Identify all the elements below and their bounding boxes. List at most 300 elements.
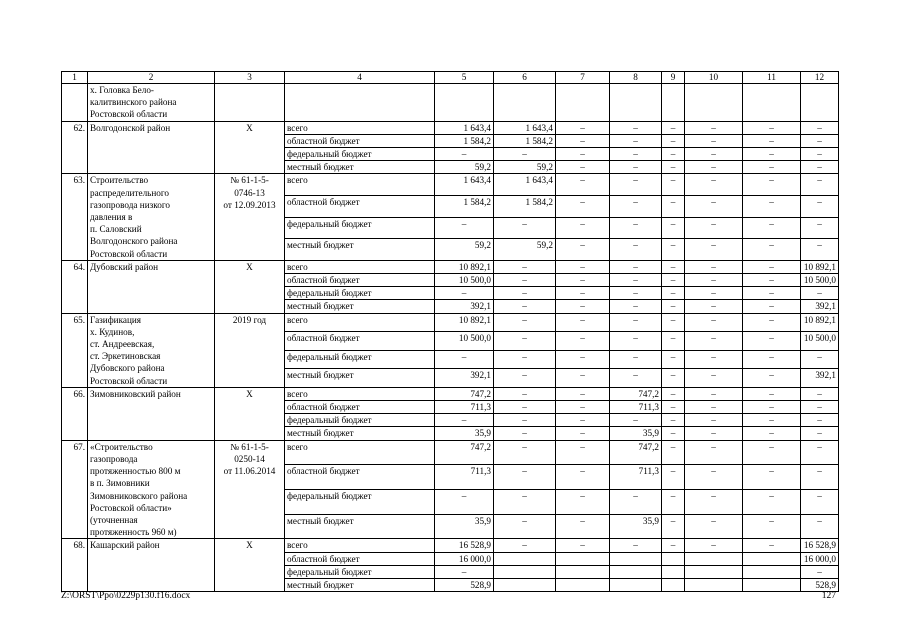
value-cell: – <box>685 539 743 552</box>
budget-source: федеральный бюджет <box>285 414 435 427</box>
value-cell: – <box>743 260 801 273</box>
value-cell: – <box>801 287 839 300</box>
text-line: Ростовской области <box>90 248 168 259</box>
value-cell: 392,1 <box>801 300 839 313</box>
value-cell: – <box>801 490 839 515</box>
value-cell: 16 528,9 <box>435 539 494 552</box>
value-cell: – <box>556 401 610 414</box>
page-number: 127 <box>821 591 836 601</box>
empty-cell <box>494 84 556 122</box>
value-cell: – <box>662 121 685 134</box>
value-cell <box>610 552 662 565</box>
value-cell: – <box>494 350 556 369</box>
value-cell: – <box>662 239 685 261</box>
value-cell: 35,9 <box>435 427 494 440</box>
value-cell: – <box>610 369 662 388</box>
value-cell: – <box>743 239 801 261</box>
value-cell: 1 643,4 <box>494 174 556 196</box>
text-line: протяженностью 800 м <box>90 466 181 477</box>
budget-table <box>61 71 839 592</box>
object-name: Волгодонской район <box>88 121 215 174</box>
header-cell: 2 <box>88 72 215 84</box>
value-cell: – <box>685 465 743 490</box>
value-cell: – <box>743 401 801 414</box>
budget-source: областной бюджет <box>285 274 435 287</box>
value-cell: – <box>801 414 839 427</box>
value-cell: 10 892,1 <box>435 313 494 332</box>
value-cell: – <box>610 313 662 332</box>
value-cell: – <box>610 161 662 174</box>
value-cell: – <box>435 414 494 427</box>
table-row <box>62 313 839 332</box>
value-cell: – <box>743 174 801 196</box>
text-line: от 12.09.2013 <box>223 199 276 210</box>
value-cell: – <box>685 260 743 273</box>
value-cell: – <box>556 313 610 332</box>
value-cell: – <box>662 161 685 174</box>
value-cell: – <box>494 369 556 388</box>
value-cell: – <box>435 350 494 369</box>
row-number: 66. <box>62 387 88 440</box>
budget-source: областной бюджет <box>285 134 435 147</box>
value-cell <box>494 578 556 591</box>
row-number: 62. <box>62 121 88 174</box>
header-cell: 3 <box>215 72 285 84</box>
text-line: Ростовской области» <box>90 502 172 513</box>
empty-cell <box>685 84 743 122</box>
value-cell: – <box>494 274 556 287</box>
empty-cell <box>285 84 435 122</box>
value-cell: – <box>662 217 685 239</box>
value-cell: – <box>435 287 494 300</box>
text-line: Ростовской области <box>90 109 168 120</box>
value-cell: – <box>685 350 743 369</box>
value-cell: – <box>494 401 556 414</box>
value-cell: – <box>610 217 662 239</box>
text-line: № 61-1-5- <box>230 175 269 186</box>
value-cell: 1 643,4 <box>494 121 556 134</box>
value-cell: – <box>801 514 839 539</box>
value-cell: 711,3 <box>435 465 494 490</box>
row-number: 65. <box>62 313 88 387</box>
value-cell: – <box>556 274 610 287</box>
text-line: «Строительство <box>90 441 153 452</box>
empty-cell <box>610 84 662 122</box>
budget-source: местный бюджет <box>285 161 435 174</box>
value-cell: – <box>662 465 685 490</box>
text-line: п. Саловский <box>90 224 142 235</box>
value-cell: – <box>662 300 685 313</box>
doc-reference: Х <box>215 260 285 313</box>
value-cell: – <box>556 427 610 440</box>
value-cell: – <box>685 148 743 161</box>
table-body <box>62 72 839 592</box>
value-cell: – <box>610 287 662 300</box>
value-cell: 747,2 <box>435 440 494 465</box>
value-cell <box>685 565 743 578</box>
budget-source: федеральный бюджет <box>285 350 435 369</box>
value-cell: – <box>685 427 743 440</box>
value-cell: – <box>685 414 743 427</box>
value-cell: 392,1 <box>801 369 839 388</box>
value-cell: – <box>801 350 839 369</box>
text-line: распределительного <box>90 187 169 198</box>
value-cell: – <box>743 196 801 218</box>
value-cell: – <box>494 514 556 539</box>
value-cell: – <box>685 440 743 465</box>
value-cell: 711,3 <box>610 465 662 490</box>
value-cell: – <box>494 465 556 490</box>
value-cell: – <box>743 161 801 174</box>
value-cell: – <box>494 313 556 332</box>
object-name <box>88 440 215 539</box>
header-cell: 10 <box>685 72 743 84</box>
text-line: Дубовского района <box>90 363 165 374</box>
text-line: Ростовской области <box>90 375 168 386</box>
value-cell: – <box>743 217 801 239</box>
budget-source: областной бюджет <box>285 401 435 414</box>
value-cell: – <box>556 217 610 239</box>
value-cell: – <box>556 387 610 400</box>
header-row <box>62 72 839 84</box>
value-cell: 1 584,2 <box>435 196 494 218</box>
value-cell: – <box>556 539 610 552</box>
value-cell: – <box>610 174 662 196</box>
text-line: 0250-14 <box>234 453 265 464</box>
value-cell: – <box>743 440 801 465</box>
value-cell: – <box>610 274 662 287</box>
value-cell: – <box>685 514 743 539</box>
budget-source: местный бюджет <box>285 369 435 388</box>
value-cell: 392,1 <box>435 300 494 313</box>
budget-source: федеральный бюджет <box>285 287 435 300</box>
value-cell: – <box>685 300 743 313</box>
budget-source: областной бюджет <box>285 465 435 490</box>
row-number: 67. <box>62 440 88 539</box>
text-line: в п. Зимовники <box>90 478 150 489</box>
value-cell: – <box>662 287 685 300</box>
value-cell: – <box>801 565 839 578</box>
value-cell: – <box>743 274 801 287</box>
value-cell: 10 892,1 <box>801 260 839 273</box>
value-cell: – <box>610 414 662 427</box>
value-cell <box>494 552 556 565</box>
empty-cell <box>743 84 801 122</box>
table-row <box>62 440 839 465</box>
value-cell: – <box>743 427 801 440</box>
budget-source: всего <box>285 260 435 273</box>
value-cell: – <box>435 217 494 239</box>
value-cell <box>743 565 801 578</box>
value-cell: – <box>685 287 743 300</box>
value-cell: – <box>556 465 610 490</box>
value-cell: – <box>435 565 494 578</box>
value-cell: – <box>556 332 610 351</box>
value-cell: – <box>801 134 839 147</box>
header-cell: 4 <box>285 72 435 84</box>
doc-reference: Х <box>215 387 285 440</box>
value-cell: 35,9 <box>435 514 494 539</box>
num-cell <box>62 84 88 122</box>
value-cell: 10 500,0 <box>801 274 839 287</box>
value-cell: – <box>494 414 556 427</box>
value-cell: – <box>435 490 494 515</box>
value-cell: – <box>685 121 743 134</box>
value-cell: – <box>801 465 839 490</box>
value-cell: – <box>556 300 610 313</box>
value-cell: – <box>685 274 743 287</box>
text-line: от 11.06.2014 <box>223 466 276 477</box>
budget-source: областной бюджет <box>285 552 435 565</box>
value-cell: 35,9 <box>610 427 662 440</box>
value-cell: – <box>743 332 801 351</box>
value-cell: – <box>662 490 685 515</box>
object-name: Кашарский район <box>88 539 215 592</box>
value-cell: – <box>743 148 801 161</box>
value-cell: – <box>743 369 801 388</box>
value-cell: – <box>685 313 743 332</box>
value-cell <box>556 578 610 591</box>
value-cell: – <box>743 300 801 313</box>
header-cell: 8 <box>610 72 662 84</box>
text-line: протяженность 960 м) <box>90 527 177 538</box>
value-cell: – <box>743 350 801 369</box>
value-cell <box>610 565 662 578</box>
row-number: 63. <box>62 174 88 260</box>
value-cell: – <box>662 174 685 196</box>
budget-source: всего <box>285 313 435 332</box>
object-name <box>88 174 215 260</box>
table-row <box>62 174 839 196</box>
text-line: Газификация <box>90 314 142 325</box>
value-cell: 10 500,0 <box>435 332 494 351</box>
value-cell: – <box>801 427 839 440</box>
value-cell: 1 643,4 <box>435 174 494 196</box>
header-cell: 12 <box>801 72 839 84</box>
value-cell: – <box>610 332 662 351</box>
object-name <box>88 313 215 387</box>
budget-source: всего <box>285 121 435 134</box>
value-cell: 10 500,0 <box>801 332 839 351</box>
doc-reference: Х <box>215 121 285 174</box>
value-cell: – <box>801 387 839 400</box>
value-cell: 747,2 <box>610 440 662 465</box>
header-cell: 6 <box>494 72 556 84</box>
value-cell <box>556 565 610 578</box>
value-cell: – <box>610 300 662 313</box>
value-cell: – <box>662 401 685 414</box>
value-cell: – <box>662 196 685 218</box>
budget-source: местный бюджет <box>285 239 435 261</box>
value-cell: – <box>556 121 610 134</box>
table-row <box>62 260 839 273</box>
value-cell: 59,2 <box>435 161 494 174</box>
value-cell: – <box>743 287 801 300</box>
value-cell: – <box>685 401 743 414</box>
value-cell: 59,2 <box>494 161 556 174</box>
empty-cell <box>556 84 610 122</box>
name-cell <box>88 84 215 122</box>
text-line: калитвинского района <box>90 97 177 108</box>
value-cell: – <box>494 287 556 300</box>
budget-source: местный бюджет <box>285 300 435 313</box>
value-cell: – <box>556 440 610 465</box>
budget-source: всего <box>285 440 435 465</box>
row-number: 68. <box>62 539 88 592</box>
value-cell: – <box>494 440 556 465</box>
header-cell: 11 <box>743 72 801 84</box>
text-line: 0746-13 <box>234 187 265 198</box>
value-cell: – <box>685 387 743 400</box>
value-cell: – <box>685 196 743 218</box>
value-cell: – <box>685 239 743 261</box>
value-cell: – <box>662 427 685 440</box>
value-cell: 59,2 <box>494 239 556 261</box>
value-cell: – <box>743 134 801 147</box>
value-cell: 528,9 <box>801 578 839 591</box>
value-cell: – <box>662 332 685 351</box>
value-cell: 392,1 <box>435 369 494 388</box>
empty-cell <box>662 84 685 122</box>
value-cell: 59,2 <box>435 239 494 261</box>
value-cell: – <box>685 490 743 515</box>
value-cell <box>662 552 685 565</box>
value-cell: – <box>556 148 610 161</box>
value-cell: – <box>610 121 662 134</box>
value-cell: – <box>801 161 839 174</box>
value-cell <box>685 578 743 591</box>
value-cell: – <box>494 427 556 440</box>
value-cell: 1 584,2 <box>494 196 556 218</box>
value-cell <box>743 578 801 591</box>
file-path: Z:\ORST\Ppo\0229p130.f16.docx <box>61 591 191 601</box>
header-cell: 7 <box>556 72 610 84</box>
value-cell <box>662 565 685 578</box>
table-row <box>62 539 839 552</box>
value-cell: – <box>435 148 494 161</box>
value-cell: – <box>743 387 801 400</box>
value-cell: – <box>662 387 685 400</box>
value-cell: – <box>662 313 685 332</box>
value-cell: – <box>801 440 839 465</box>
value-cell: 10 500,0 <box>435 274 494 287</box>
value-cell: – <box>556 260 610 273</box>
value-cell: – <box>662 440 685 465</box>
value-cell: – <box>801 217 839 239</box>
value-cell: – <box>685 134 743 147</box>
value-cell: – <box>494 490 556 515</box>
text-line: (уточненная <box>90 514 138 525</box>
value-cell: – <box>494 148 556 161</box>
budget-source: всего <box>285 539 435 552</box>
value-cell: – <box>801 239 839 261</box>
value-cell: 16 000,0 <box>435 552 494 565</box>
text-line: Волгодонского района <box>90 236 178 247</box>
header-cell: 5 <box>435 72 494 84</box>
budget-source: областной бюджет <box>285 332 435 351</box>
value-cell: – <box>494 332 556 351</box>
value-cell: – <box>743 490 801 515</box>
budget-source: федеральный бюджет <box>285 490 435 515</box>
value-cell: – <box>556 490 610 515</box>
text-line: газопровода низкого <box>90 199 170 210</box>
value-cell: – <box>556 196 610 218</box>
value-cell: – <box>662 414 685 427</box>
empty-cell <box>801 84 839 122</box>
empty-cell <box>215 84 285 122</box>
value-cell: – <box>743 514 801 539</box>
value-cell: – <box>494 539 556 552</box>
value-cell <box>556 552 610 565</box>
table-row <box>62 121 839 134</box>
text-line: Зимовниковского района <box>90 490 188 501</box>
budget-source: местный бюджет <box>285 578 435 591</box>
text-line: ст. Андреевская, <box>90 339 155 350</box>
value-cell: – <box>662 539 685 552</box>
text-line: х. Головка Бело- <box>90 85 154 95</box>
value-cell: – <box>801 148 839 161</box>
value-cell: – <box>662 274 685 287</box>
value-cell: – <box>743 539 801 552</box>
text-line: Строительство <box>90 175 149 186</box>
budget-source: федеральный бюджет <box>285 565 435 578</box>
value-cell: – <box>610 490 662 515</box>
budget-source: всего <box>285 174 435 196</box>
value-cell: – <box>556 239 610 261</box>
header-cell: 9 <box>662 72 685 84</box>
text-line: газопровода <box>90 453 138 464</box>
value-cell: – <box>556 161 610 174</box>
value-cell: – <box>610 260 662 273</box>
object-name: Дубовский район <box>88 260 215 313</box>
value-cell: – <box>494 260 556 273</box>
budget-source: местный бюджет <box>285 427 435 440</box>
text-line: давления в <box>90 212 133 223</box>
row-number: 64. <box>62 260 88 313</box>
value-cell: – <box>662 260 685 273</box>
text-line: 2019 год <box>232 314 267 325</box>
budget-source: федеральный бюджет <box>285 148 435 161</box>
value-cell: – <box>743 465 801 490</box>
value-cell: – <box>494 387 556 400</box>
value-cell: 711,3 <box>610 401 662 414</box>
value-cell: – <box>556 134 610 147</box>
value-cell <box>685 552 743 565</box>
value-cell: – <box>610 134 662 147</box>
text-line: х. Кудинов, <box>90 326 135 337</box>
value-cell: – <box>685 161 743 174</box>
text-line: ст. Эркетиновская <box>90 351 161 362</box>
value-cell: – <box>556 174 610 196</box>
object-name: Зимовниковский район <box>88 387 215 440</box>
value-cell: – <box>662 134 685 147</box>
text-line: № 61-1-5- <box>230 441 269 452</box>
value-cell: – <box>801 121 839 134</box>
value-cell: 747,2 <box>610 387 662 400</box>
value-cell: 16 000,0 <box>801 552 839 565</box>
value-cell: 747,2 <box>435 387 494 400</box>
value-cell: – <box>610 239 662 261</box>
doc-reference <box>215 313 285 387</box>
table-row <box>62 387 839 400</box>
value-cell: – <box>662 369 685 388</box>
value-cell: 35,9 <box>610 514 662 539</box>
value-cell: – <box>556 514 610 539</box>
value-cell: 1 643,4 <box>435 121 494 134</box>
value-cell: 16 528,9 <box>801 539 839 552</box>
empty-cell <box>435 84 494 122</box>
value-cell: – <box>743 414 801 427</box>
